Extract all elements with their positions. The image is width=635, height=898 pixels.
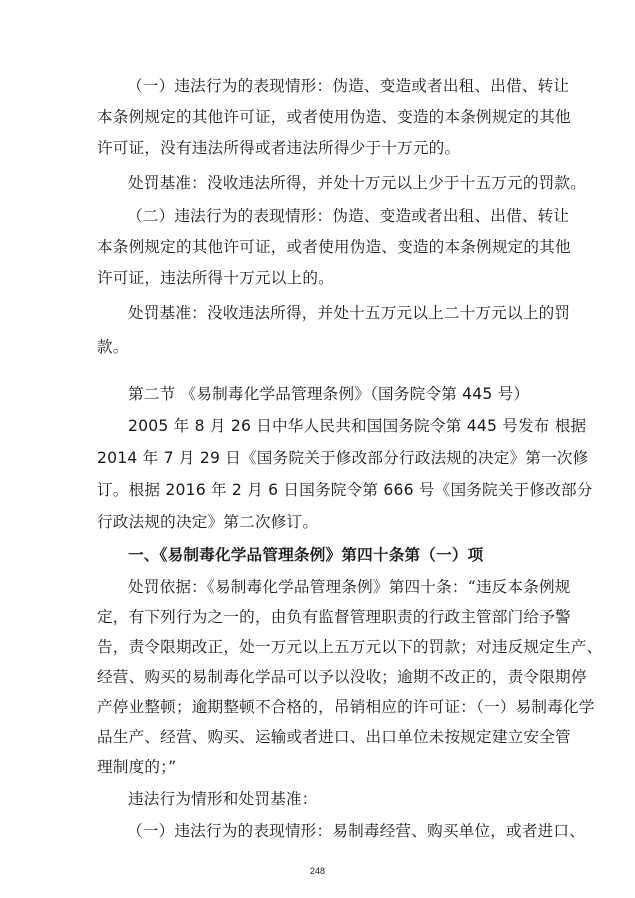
para-line: 许可证，违法所得十万元以上的。 xyxy=(97,269,334,287)
para-line: 款。 xyxy=(97,338,129,356)
para-line: （二）违法行为的表现情形：伪造、变造或者出租、出借、转让 xyxy=(127,207,570,225)
para-line: 定，有下列行为之一的，由负有监督管理职责的行政主管部门给予警 xyxy=(97,608,571,626)
para-line: 处罚基准：没收违法所得，并处十五万元以上二十万元以上的罚 xyxy=(128,304,571,322)
para-line: 产停业整顿；逾期整顿不合格的，吊销相应的许可证：（一）易制毒化学 xyxy=(97,698,595,716)
para-line: 经营、购买的易制毒化学品可以予以没收；逾期不改正的，责令限期停 xyxy=(97,668,587,686)
para-line: 行政法规的决定》第二次修订。 xyxy=(97,513,319,531)
para-line: （一）违法行为的表现情形：易制毒经营、购买单位，或者进口、 xyxy=(127,822,586,840)
para-line: 品生产、经营、购买、运输或者进口、出口单位未按规定建立安全管 xyxy=(97,728,571,746)
para-line: 2005 年 8 月 26 日中华人民共和国国务院令第 445 号发布 根据 xyxy=(128,417,587,435)
para-line: 本条例规定的其他许可证，或者使用伪造、变造的本条例规定的其他 xyxy=(97,108,571,126)
para-line: 违法行为情形和处罚基准： xyxy=(128,790,318,808)
section-heading: 第二节 《易制毒化学品管理条例》（国务院令第 445 号） xyxy=(128,385,530,403)
para-line: 告，责令限期改正，处一万元以上五万元以下的罚款；对违反规定生产、 xyxy=(97,638,603,656)
para-line: 本条例规定的其他许可证，或者使用伪造、变造的本条例规定的其他 xyxy=(97,238,571,256)
article-heading: 一、《易制毒化学品管理条例》第四十条第（一）项 xyxy=(128,545,484,564)
para-line: 理制度的；” xyxy=(97,758,177,776)
para-line: 2014 年 7 月 29 日《国务院关于修改部分行政法规的决定》第一次修 xyxy=(97,449,589,467)
page-number: 248 xyxy=(309,866,326,876)
para-line: 订。根据 2016 年 2 月 6 日国务院令第 666 号《国务院关于修改部分 xyxy=(97,481,593,499)
para-line: 处罚依据：《易制毒化学品管理条例》第四十条：“违反本条例规 xyxy=(128,578,571,596)
para-line: （一）违法行为的表现情形：伪造、变造或者出租、出借、转让 xyxy=(127,77,570,95)
para-line: 许可证，没有违法所得或者违法所得少于十万元的。 xyxy=(97,139,461,157)
para-line: 处罚基准：没收违法所得，并处十万元以上少于十五万元的罚款。 xyxy=(128,174,587,192)
